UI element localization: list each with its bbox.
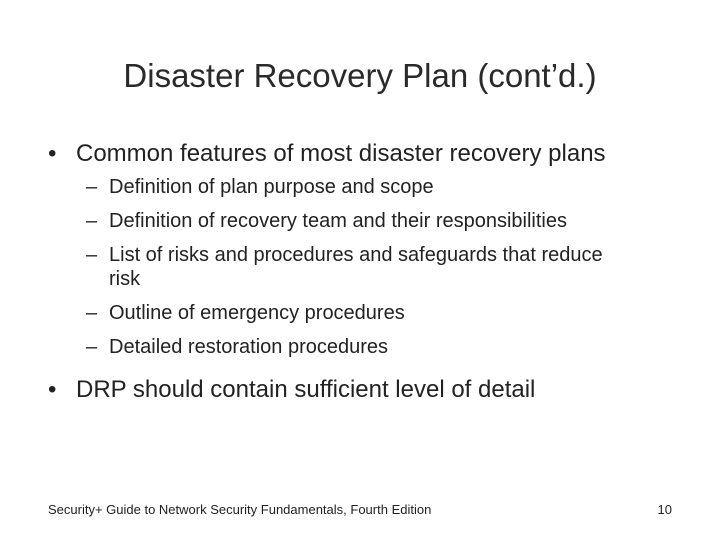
dash-marker: – (86, 336, 98, 358)
sub-bullet-item (86, 301, 686, 325)
sub-bullet-text: Definition of recovery team and their responsibilities (109, 210, 567, 232)
sub-bullet-text: Outline of emergency procedures (109, 302, 405, 324)
sub-bullet-list (86, 175, 686, 369)
bullet-text: DRP should contain sufficient level of detail (76, 376, 536, 403)
sub-bullet-text: Definition of plan purpose and scope (109, 176, 434, 198)
slide-title: Disaster Recovery Plan (cont’d.) (123, 57, 597, 94)
sub-bullet-item (86, 335, 686, 359)
dash-marker: – (86, 210, 98, 232)
bullet-marker: • (48, 376, 57, 403)
sub-bullet-text: List of risks and procedures and safeguards that reduce risk (109, 244, 603, 290)
page-number: 10 (657, 502, 672, 517)
sub-bullet-item (86, 175, 686, 199)
sub-bullet-item (86, 209, 686, 233)
footer-source: Security+ Guide to Network Security Fundamentals, Fourth Edition (48, 502, 432, 517)
dash-marker: – (86, 176, 98, 198)
bullet-text: Common features of most disaster recovery plans (76, 140, 606, 167)
bullet-marker: • (48, 140, 57, 167)
dash-marker: – (86, 302, 98, 324)
sub-bullet-text: Detailed restoration procedures (109, 336, 389, 358)
dash-marker: – (86, 244, 98, 266)
sub-bullet-item (86, 243, 686, 291)
